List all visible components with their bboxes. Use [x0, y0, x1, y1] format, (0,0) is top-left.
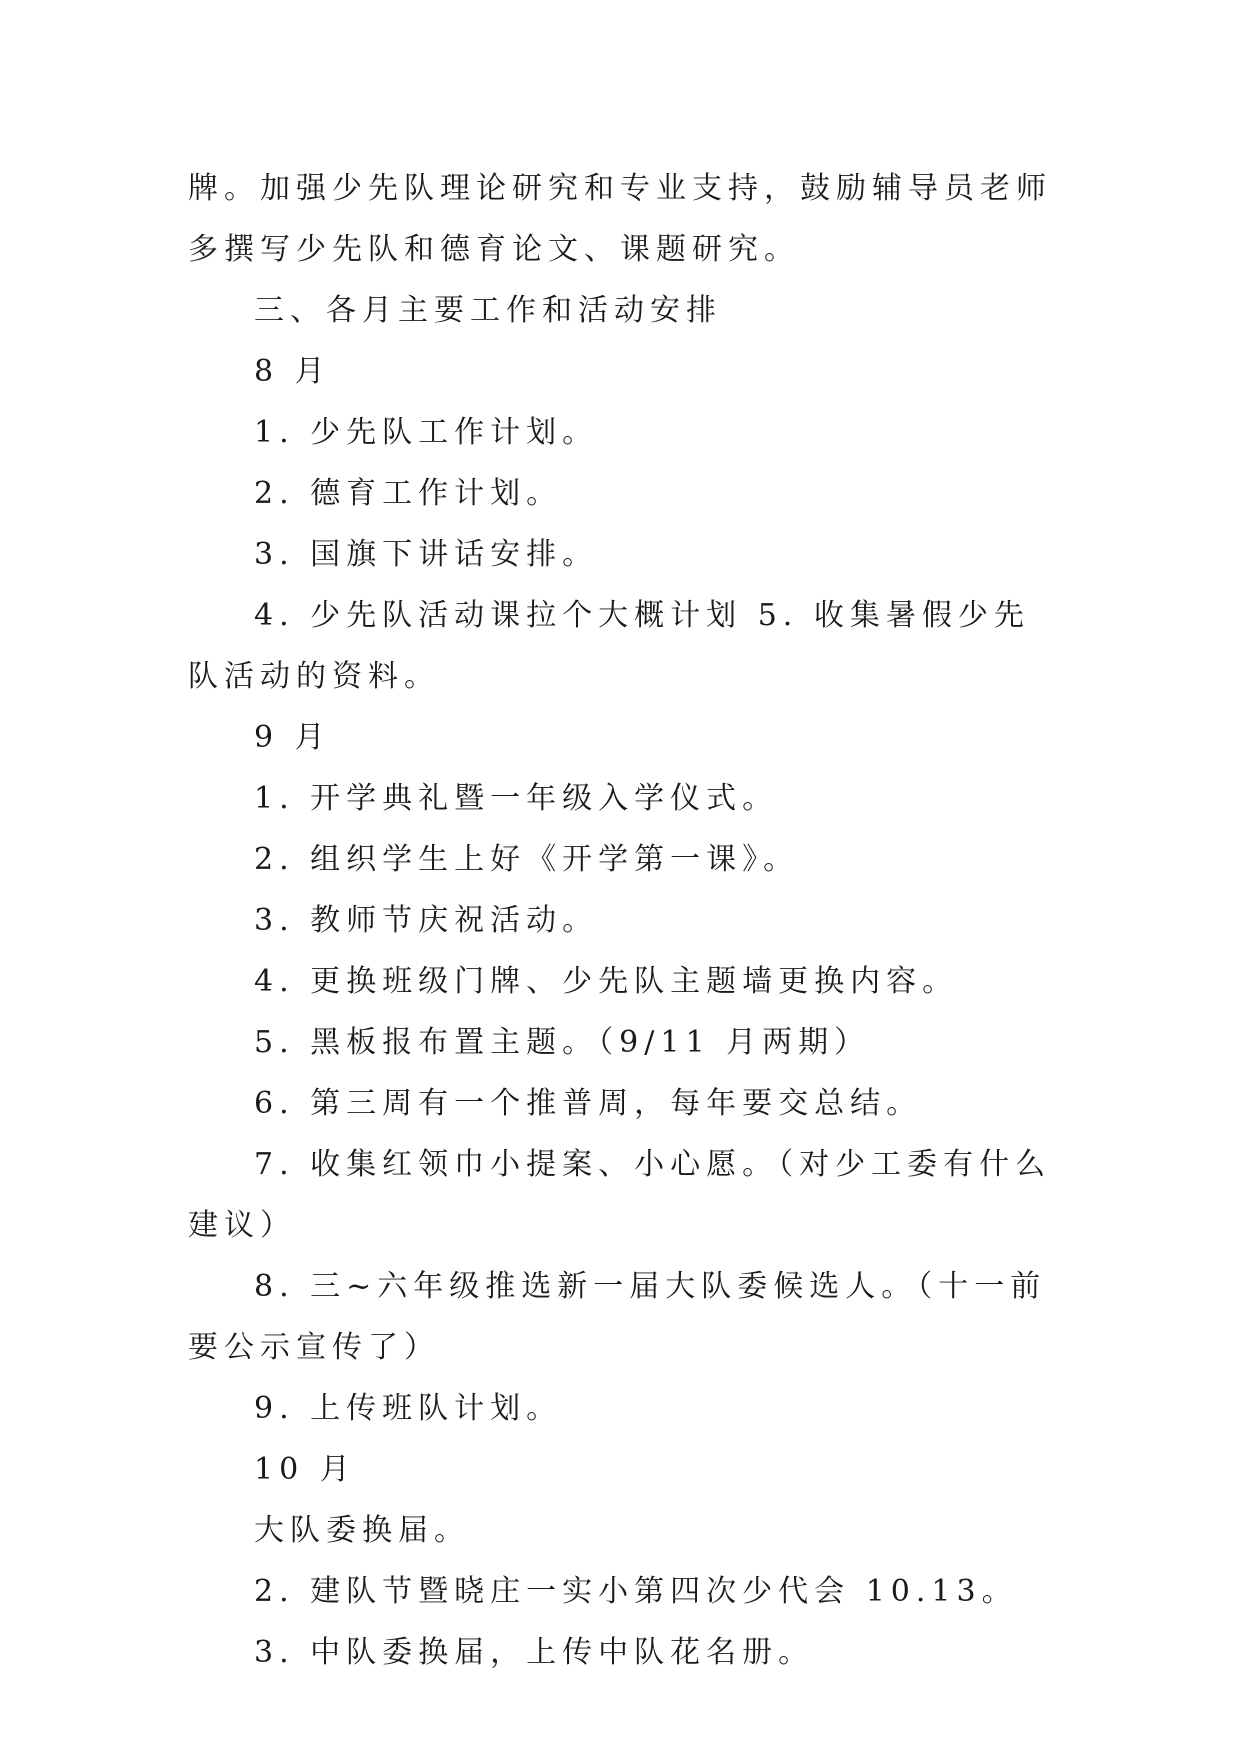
list-item: 2. 建队节暨晓庄一实小第四次少代会 10.13。 [254, 1574, 1018, 1609]
list-item: 1. 少先队工作计划。 [254, 415, 599, 450]
list-item: 大队委换届。 [254, 1513, 470, 1548]
list-item: 3. 教师节庆祝活动。 [254, 903, 599, 938]
list-item: 1. 开学典礼暨一年级入学仪式。 [254, 781, 779, 816]
list-item: 4. 更换班级门牌、少先队主题墙更换内容。 [254, 964, 959, 999]
paragraph: 牌。加强少先队理论研究和专业支持，鼓励辅导员老师多撰写少先队和德育论文、课题研究。 [188, 171, 1052, 267]
list-item: 5. 黑板报布置主题。（9/11 月两期） [254, 1025, 871, 1060]
list-item: 3. 国旗下讲话安排。 [254, 537, 599, 572]
list-item: 3. 中队委换届，上传中队花名册。 [254, 1635, 815, 1670]
month-heading-august: 8 月 [254, 354, 331, 389]
list-item: 9. 上传班队计划。 [254, 1391, 563, 1426]
section-heading: 三、各月主要工作和活动安排 [254, 293, 722, 328]
document-body [188, 158, 1058, 1683]
month-heading-october: 10 月 [254, 1452, 356, 1487]
list-item: 7. 收集红领巾小提案、小心愿。（对少工委有什么建议） [188, 1147, 1052, 1243]
list-item: 4. 少先队活动课拉个大概计划 5. 收集暑假少先队活动的资料。 [188, 598, 1030, 694]
list-item: 2. 组织学生上好《开学第一课》。 [254, 842, 800, 877]
list-item: 6. 第三周有一个推普周，每年要交总结。 [254, 1086, 923, 1121]
list-item: 2. 德育工作计划。 [254, 476, 563, 511]
list-item: 8. 三~六年级推选新一届大队委候选人。（十一前要公示宣传了） [188, 1269, 1047, 1365]
month-heading-september: 9 月 [254, 720, 331, 755]
